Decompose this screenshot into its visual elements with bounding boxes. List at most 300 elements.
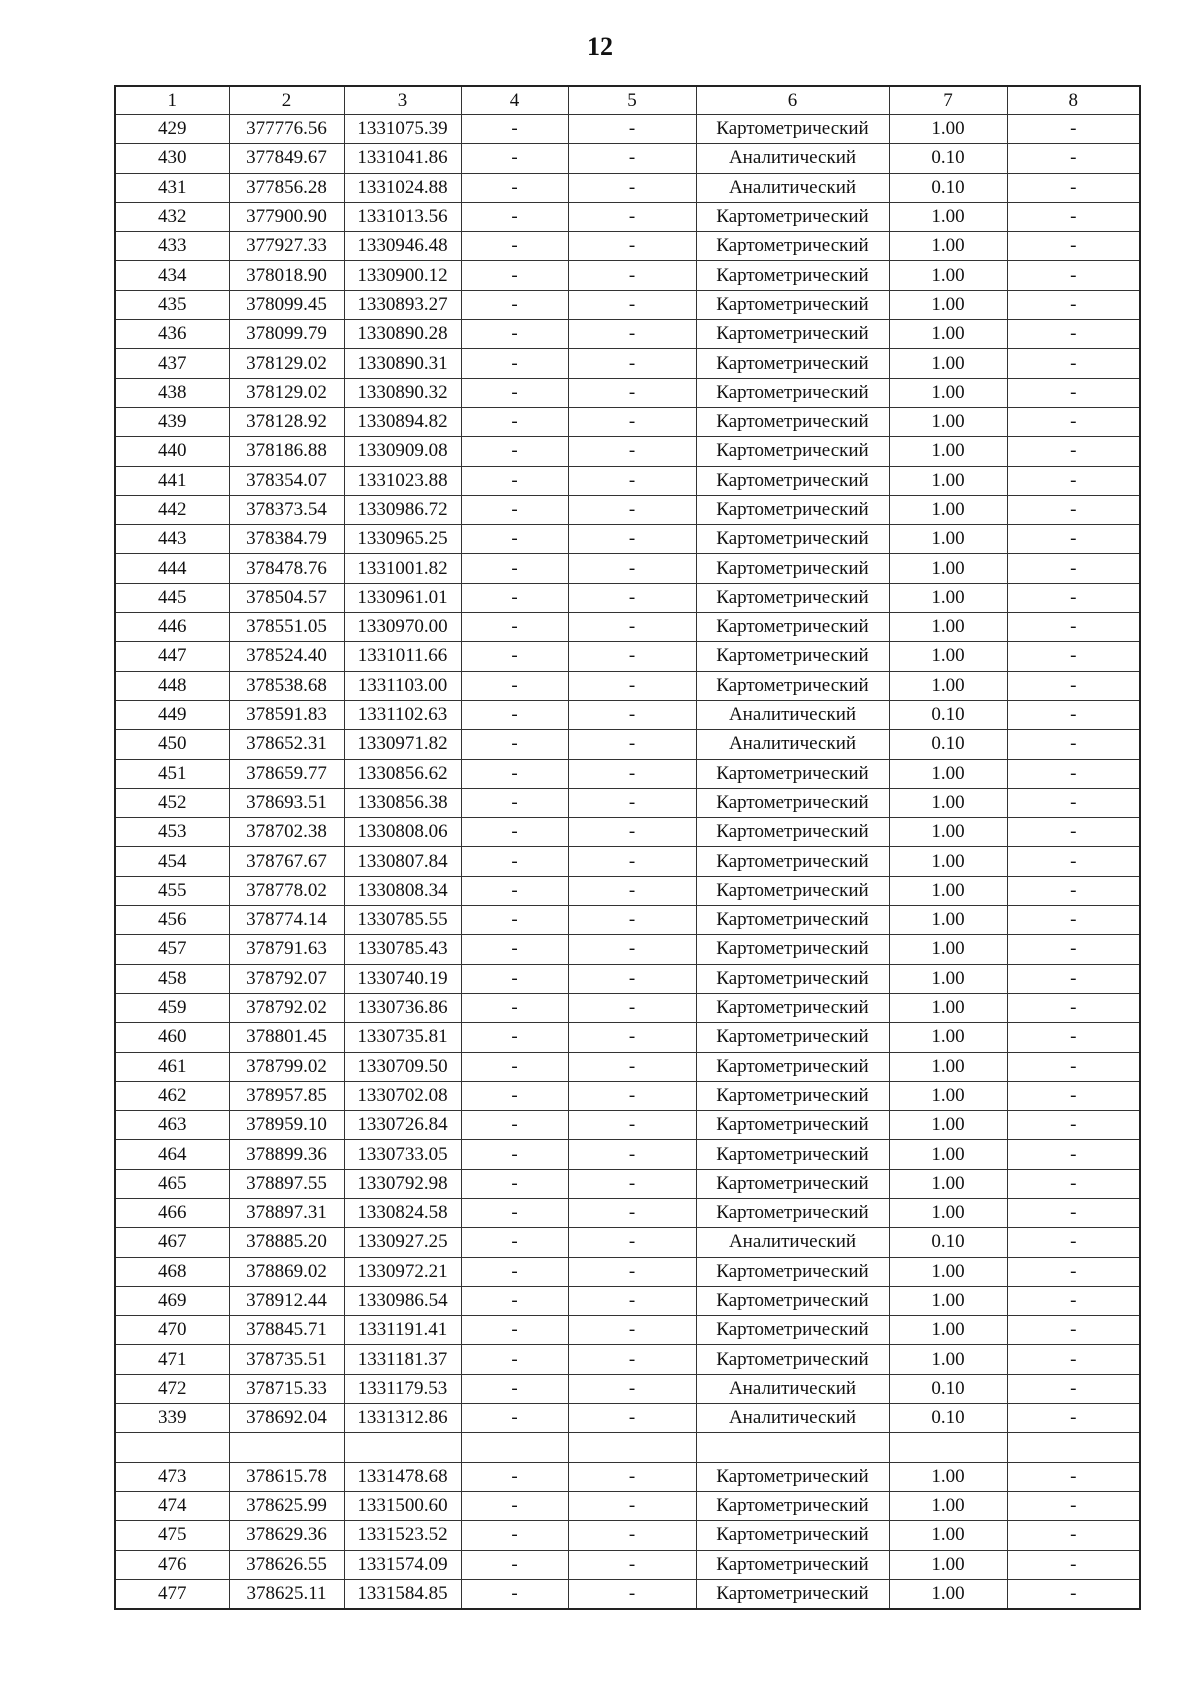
table-cell: -	[568, 144, 696, 173]
table-cell: 1330890.31	[344, 349, 461, 378]
table-cell: -	[568, 349, 696, 378]
table-cell: -	[461, 349, 568, 378]
table-cell: Аналитический	[696, 700, 889, 729]
table-cell: 377900.90	[229, 202, 344, 231]
table-cell: -	[1007, 906, 1140, 935]
table-cell: 1.00	[889, 437, 1007, 466]
table-row	[115, 671, 1140, 700]
table-cell: 378885.20	[229, 1228, 344, 1257]
table-cell: Аналитический	[696, 730, 889, 759]
table-row	[115, 583, 1140, 612]
table-cell: 1331179.53	[344, 1374, 461, 1403]
table-cell: 1.00	[889, 466, 1007, 495]
column-header: 8	[1007, 86, 1140, 115]
table-cell: 1331041.86	[344, 144, 461, 173]
table-cell: 1330894.82	[344, 407, 461, 436]
table-cell: 1.00	[889, 1052, 1007, 1081]
table-cell: -	[568, 1111, 696, 1140]
table-cell	[461, 1433, 568, 1462]
table-cell: 1.00	[889, 583, 1007, 612]
table-cell: 0.10	[889, 700, 1007, 729]
table-row	[115, 407, 1140, 436]
table-cell: -	[461, 730, 568, 759]
table-cell: -	[461, 1198, 568, 1227]
table-cell: -	[461, 583, 568, 612]
table-cell: -	[568, 788, 696, 817]
table-cell: -	[461, 407, 568, 436]
table-cell: 378591.83	[229, 700, 344, 729]
table-row	[115, 1316, 1140, 1345]
table-cell	[696, 1433, 889, 1462]
table-cell: 1331181.37	[344, 1345, 461, 1374]
table-cell: Картометрический	[696, 906, 889, 935]
table-cell: -	[1007, 1491, 1140, 1520]
table-cell: 378792.07	[229, 964, 344, 993]
table-cell: 444	[115, 554, 229, 583]
column-header: 7	[889, 86, 1007, 115]
table-cell: -	[1007, 613, 1140, 642]
table-cell: -	[1007, 1257, 1140, 1286]
table-cell: Картометрический	[696, 671, 889, 700]
table-cell: 466	[115, 1198, 229, 1227]
table-cell: -	[1007, 1521, 1140, 1550]
table-cell: 378897.55	[229, 1169, 344, 1198]
table-row	[115, 1286, 1140, 1315]
table-cell: 464	[115, 1140, 229, 1169]
table-cell: -	[461, 1521, 568, 1550]
table-cell	[889, 1433, 1007, 1462]
table-cell: 429	[115, 115, 229, 144]
table-cell: -	[461, 788, 568, 817]
table-cell: 1330733.05	[344, 1140, 461, 1169]
table-row	[115, 642, 1140, 671]
table-row	[115, 1228, 1140, 1257]
table-cell: 455	[115, 876, 229, 905]
table-cell: 1.00	[889, 378, 1007, 407]
table-cell: 467	[115, 1228, 229, 1257]
table-cell: -	[461, 876, 568, 905]
table-cell: Картометрический	[696, 1111, 889, 1140]
table-cell: 378693.51	[229, 788, 344, 817]
table-cell: -	[1007, 818, 1140, 847]
table-cell: -	[1007, 1198, 1140, 1227]
table-cell: -	[568, 525, 696, 554]
table-cell: -	[461, 1023, 568, 1052]
table-cell: Картометрический	[696, 378, 889, 407]
table-cell: Картометрический	[696, 349, 889, 378]
table-cell: -	[461, 1140, 568, 1169]
table-cell: 378774.14	[229, 906, 344, 935]
table-cell: 1330726.84	[344, 1111, 461, 1140]
table-row	[115, 1491, 1140, 1520]
table-cell: 1330961.01	[344, 583, 461, 612]
table-cell: 378652.31	[229, 730, 344, 759]
table-cell: -	[1007, 437, 1140, 466]
table-cell: 1.00	[889, 1023, 1007, 1052]
table-cell: 378629.36	[229, 1521, 344, 1550]
table-cell: 463	[115, 1111, 229, 1140]
table-cell: -	[568, 1374, 696, 1403]
table-cell: -	[568, 495, 696, 524]
table-cell: 1.00	[889, 613, 1007, 642]
table-cell: -	[461, 320, 568, 349]
table-cell: 378912.44	[229, 1286, 344, 1315]
table-cell: 1330986.54	[344, 1286, 461, 1315]
table-cell: 437	[115, 349, 229, 378]
table-cell: -	[461, 935, 568, 964]
table-cell: -	[461, 144, 568, 173]
table-cell: -	[461, 232, 568, 261]
table-cell: -	[1007, 1111, 1140, 1140]
table-cell: Картометрический	[696, 1491, 889, 1520]
table-row	[115, 1345, 1140, 1374]
table-row	[115, 906, 1140, 935]
table-row	[115, 1111, 1140, 1140]
table-cell: 1.00	[889, 232, 1007, 261]
table-cell: -	[1007, 1316, 1140, 1345]
table-cell: 1.00	[889, 115, 1007, 144]
table-cell: Картометрический	[696, 525, 889, 554]
table-cell: -	[1007, 700, 1140, 729]
table-cell: 1.00	[889, 525, 1007, 554]
table-cell: 441	[115, 466, 229, 495]
table-cell: -	[1007, 583, 1140, 612]
table-row	[115, 700, 1140, 729]
table-row	[115, 730, 1140, 759]
table-cell: -	[568, 1081, 696, 1110]
table-cell: -	[461, 1228, 568, 1257]
table-cell: 378869.02	[229, 1257, 344, 1286]
table-cell: 456	[115, 906, 229, 935]
table-cell: -	[1007, 554, 1140, 583]
table-cell: 450	[115, 730, 229, 759]
table-cell: 0.10	[889, 730, 1007, 759]
table-cell: -	[461, 700, 568, 729]
table-cell: 1.00	[889, 671, 1007, 700]
table-cell: Картометрический	[696, 1521, 889, 1550]
table-cell: 1.00	[889, 788, 1007, 817]
table-cell: 452	[115, 788, 229, 817]
table-cell: -	[1007, 320, 1140, 349]
table-cell: Картометрический	[696, 202, 889, 231]
table-cell: -	[568, 232, 696, 261]
table-cell: 1.00	[889, 1579, 1007, 1609]
table-row	[115, 1023, 1140, 1052]
table-cell: -	[568, 115, 696, 144]
table-cell: Картометрический	[696, 115, 889, 144]
coordinates-table	[114, 85, 1141, 1610]
column-header: 2	[229, 86, 344, 115]
table-cell: 1.00	[889, 1081, 1007, 1110]
table-cell: -	[461, 290, 568, 319]
table-cell: Картометрический	[696, 1462, 889, 1491]
table-cell: 1330856.62	[344, 759, 461, 788]
table-cell: -	[568, 1169, 696, 1198]
table-cell: -	[1007, 759, 1140, 788]
table-cell: -	[461, 202, 568, 231]
table-cell: 1.00	[889, 876, 1007, 905]
table-cell: 1.00	[889, 906, 1007, 935]
table-cell: 1330946.48	[344, 232, 461, 261]
table-cell: 1.00	[889, 818, 1007, 847]
table-cell: 439	[115, 407, 229, 436]
table-row	[115, 320, 1140, 349]
table-cell: 377856.28	[229, 173, 344, 202]
table-cell: -	[1007, 1228, 1140, 1257]
table-cell: 1.00	[889, 964, 1007, 993]
table-cell: -	[1007, 1345, 1140, 1374]
table-cell: -	[1007, 642, 1140, 671]
table-cell: -	[461, 642, 568, 671]
table-cell: Картометрический	[696, 818, 889, 847]
table-cell: -	[461, 554, 568, 583]
column-header: 6	[696, 86, 889, 115]
table-cell: 0.10	[889, 1404, 1007, 1433]
table-cell: -	[568, 437, 696, 466]
column-header: 4	[461, 86, 568, 115]
table-cell: 1.00	[889, 554, 1007, 583]
table-cell: 1330965.25	[344, 525, 461, 554]
table-cell	[568, 1433, 696, 1462]
table-row	[115, 1462, 1140, 1491]
table-cell: -	[568, 935, 696, 964]
table-cell: 440	[115, 437, 229, 466]
table-cell: 458	[115, 964, 229, 993]
table-cell: 378801.45	[229, 1023, 344, 1052]
table-row	[115, 788, 1140, 817]
table-cell: 442	[115, 495, 229, 524]
table-row	[115, 759, 1140, 788]
table-cell: -	[461, 525, 568, 554]
table-cell: 0.10	[889, 173, 1007, 202]
table-cell: 1330785.55	[344, 906, 461, 935]
table-cell: Картометрический	[696, 642, 889, 671]
table-cell: -	[1007, 1579, 1140, 1609]
table-cell: 378702.38	[229, 818, 344, 847]
table-cell: -	[568, 554, 696, 583]
table-cell: 431	[115, 173, 229, 202]
table-cell: 451	[115, 759, 229, 788]
table-cell: 1330971.82	[344, 730, 461, 759]
table-cell: 462	[115, 1081, 229, 1110]
table-cell: 472	[115, 1374, 229, 1403]
table-cell: 474	[115, 1491, 229, 1520]
table-cell: -	[461, 847, 568, 876]
table-cell: 1.00	[889, 1316, 1007, 1345]
table-cell: 0.10	[889, 1374, 1007, 1403]
table-cell: 378384.79	[229, 525, 344, 554]
table-cell: -	[1007, 1169, 1140, 1198]
table-cell: 378626.55	[229, 1550, 344, 1579]
table-cell: 1.00	[889, 759, 1007, 788]
table-cell: -	[568, 818, 696, 847]
table-cell: -	[1007, 1052, 1140, 1081]
table-cell: Картометрический	[696, 1052, 889, 1081]
table-cell: 1.00	[889, 407, 1007, 436]
table-cell: 1.00	[889, 1462, 1007, 1491]
table-cell: -	[568, 759, 696, 788]
table-cell: Картометрический	[696, 1081, 889, 1110]
table-cell: 378524.40	[229, 642, 344, 671]
table-cell: 0.10	[889, 144, 1007, 173]
table-cell: 1.00	[889, 1345, 1007, 1374]
table-cell: 0.10	[889, 1228, 1007, 1257]
table-cell: 430	[115, 144, 229, 173]
table-cell: 339	[115, 1404, 229, 1433]
table-row	[115, 1550, 1140, 1579]
table-cell: 1331584.85	[344, 1579, 461, 1609]
table-cell: -	[1007, 290, 1140, 319]
table-cell: 461	[115, 1052, 229, 1081]
table-cell: -	[1007, 202, 1140, 231]
table-cell: -	[568, 876, 696, 905]
table-cell: 1331478.68	[344, 1462, 461, 1491]
table-cell: -	[568, 847, 696, 876]
table-cell: -	[1007, 466, 1140, 495]
table-cell: -	[568, 964, 696, 993]
table-row	[115, 202, 1140, 231]
table-cell: -	[1007, 407, 1140, 436]
table-cell: 378478.76	[229, 554, 344, 583]
table-cell: -	[568, 466, 696, 495]
table-cell: 1.00	[889, 1111, 1007, 1140]
table-cell: -	[1007, 847, 1140, 876]
table-cell: -	[568, 1286, 696, 1315]
table-cell: 1.00	[889, 1550, 1007, 1579]
table-cell: 1.00	[889, 993, 1007, 1022]
table-cell: 1331574.09	[344, 1550, 461, 1579]
table-cell: Картометрический	[696, 554, 889, 583]
table-cell: 1.00	[889, 495, 1007, 524]
table-cell: 468	[115, 1257, 229, 1286]
table-cell: -	[461, 495, 568, 524]
table-cell: Аналитический	[696, 144, 889, 173]
table-cell: 1.00	[889, 349, 1007, 378]
table-cell: -	[568, 1228, 696, 1257]
table-cell: 1.00	[889, 290, 1007, 319]
table-cell: -	[461, 1550, 568, 1579]
table-row	[115, 466, 1140, 495]
table-cell: -	[461, 1345, 568, 1374]
table-cell: -	[568, 730, 696, 759]
table-cell: 378792.02	[229, 993, 344, 1022]
table-cell: 1330702.08	[344, 1081, 461, 1110]
table-row	[115, 935, 1140, 964]
table-cell: 378625.99	[229, 1491, 344, 1520]
table-row	[115, 525, 1140, 554]
table-cell: 378659.77	[229, 759, 344, 788]
table-cell: 378791.63	[229, 935, 344, 964]
table-cell: 378373.54	[229, 495, 344, 524]
table-cell: Аналитический	[696, 1228, 889, 1257]
table-cell: -	[568, 993, 696, 1022]
table-row	[115, 1140, 1140, 1169]
table-cell: Картометрический	[696, 876, 889, 905]
table-cell: -	[568, 261, 696, 290]
table-cell: 471	[115, 1345, 229, 1374]
table-cell: Картометрический	[696, 788, 889, 817]
table-cell: 1331001.82	[344, 554, 461, 583]
table-cell: -	[461, 906, 568, 935]
table-cell: 459	[115, 993, 229, 1022]
table-cell: 1330736.86	[344, 993, 461, 1022]
table-row	[115, 144, 1140, 173]
table-cell: 378018.90	[229, 261, 344, 290]
table-cell: -	[461, 759, 568, 788]
table-cell: -	[1007, 671, 1140, 700]
table-cell: -	[1007, 378, 1140, 407]
table-cell: 473	[115, 1462, 229, 1491]
table-cell: -	[461, 1286, 568, 1315]
table-cell: -	[1007, 1374, 1140, 1403]
column-header: 1	[115, 86, 229, 115]
table-row	[115, 1374, 1140, 1403]
table-cell: Картометрический	[696, 583, 889, 612]
table-cell: Картометрический	[696, 320, 889, 349]
table-cell: 1330709.50	[344, 1052, 461, 1081]
table-cell: Аналитический	[696, 1374, 889, 1403]
table-row	[115, 993, 1140, 1022]
table-cell: Картометрический	[696, 613, 889, 642]
table-cell: 1330785.43	[344, 935, 461, 964]
table-row	[115, 876, 1140, 905]
table-cell: 1.00	[889, 320, 1007, 349]
table-row	[115, 1169, 1140, 1198]
table-cell: 378538.68	[229, 671, 344, 700]
table-cell: 1.00	[889, 202, 1007, 231]
table-cell: -	[461, 1081, 568, 1110]
table-row	[115, 1198, 1140, 1227]
table-row	[115, 964, 1140, 993]
table-cell: 457	[115, 935, 229, 964]
table-cell: 377927.33	[229, 232, 344, 261]
table-cell: -	[461, 1374, 568, 1403]
table-cell: 1.00	[889, 261, 1007, 290]
table-cell: -	[568, 1140, 696, 1169]
table-cell: 378186.88	[229, 437, 344, 466]
table-cell: 378099.45	[229, 290, 344, 319]
table-cell: 377849.67	[229, 144, 344, 173]
table-cell: 378354.07	[229, 466, 344, 495]
table-cell: -	[461, 173, 568, 202]
table-cell: 1.00	[889, 1286, 1007, 1315]
table-cell: -	[1007, 876, 1140, 905]
table-cell: -	[461, 1169, 568, 1198]
table-cell: -	[1007, 525, 1140, 554]
table-cell: 1.00	[889, 1169, 1007, 1198]
table-row	[115, 495, 1140, 524]
table-cell: -	[568, 671, 696, 700]
table-cell: -	[568, 1345, 696, 1374]
table-cell: -	[1007, 495, 1140, 524]
table-cell: -	[568, 173, 696, 202]
table-cell: 1.00	[889, 1521, 1007, 1550]
table-cell: -	[1007, 1550, 1140, 1579]
table-row	[115, 1081, 1140, 1110]
table-cell: Аналитический	[696, 1404, 889, 1433]
table-cell	[115, 1433, 229, 1462]
table-cell: 378625.11	[229, 1579, 344, 1609]
table-row	[115, 1257, 1140, 1286]
table-cell: -	[568, 1404, 696, 1433]
table-cell: 378099.79	[229, 320, 344, 349]
table-cell	[344, 1433, 461, 1462]
table-cell: -	[568, 906, 696, 935]
table-cell: 1330856.38	[344, 788, 461, 817]
table-row	[115, 378, 1140, 407]
table-cell: 435	[115, 290, 229, 319]
column-header: 5	[568, 86, 696, 115]
